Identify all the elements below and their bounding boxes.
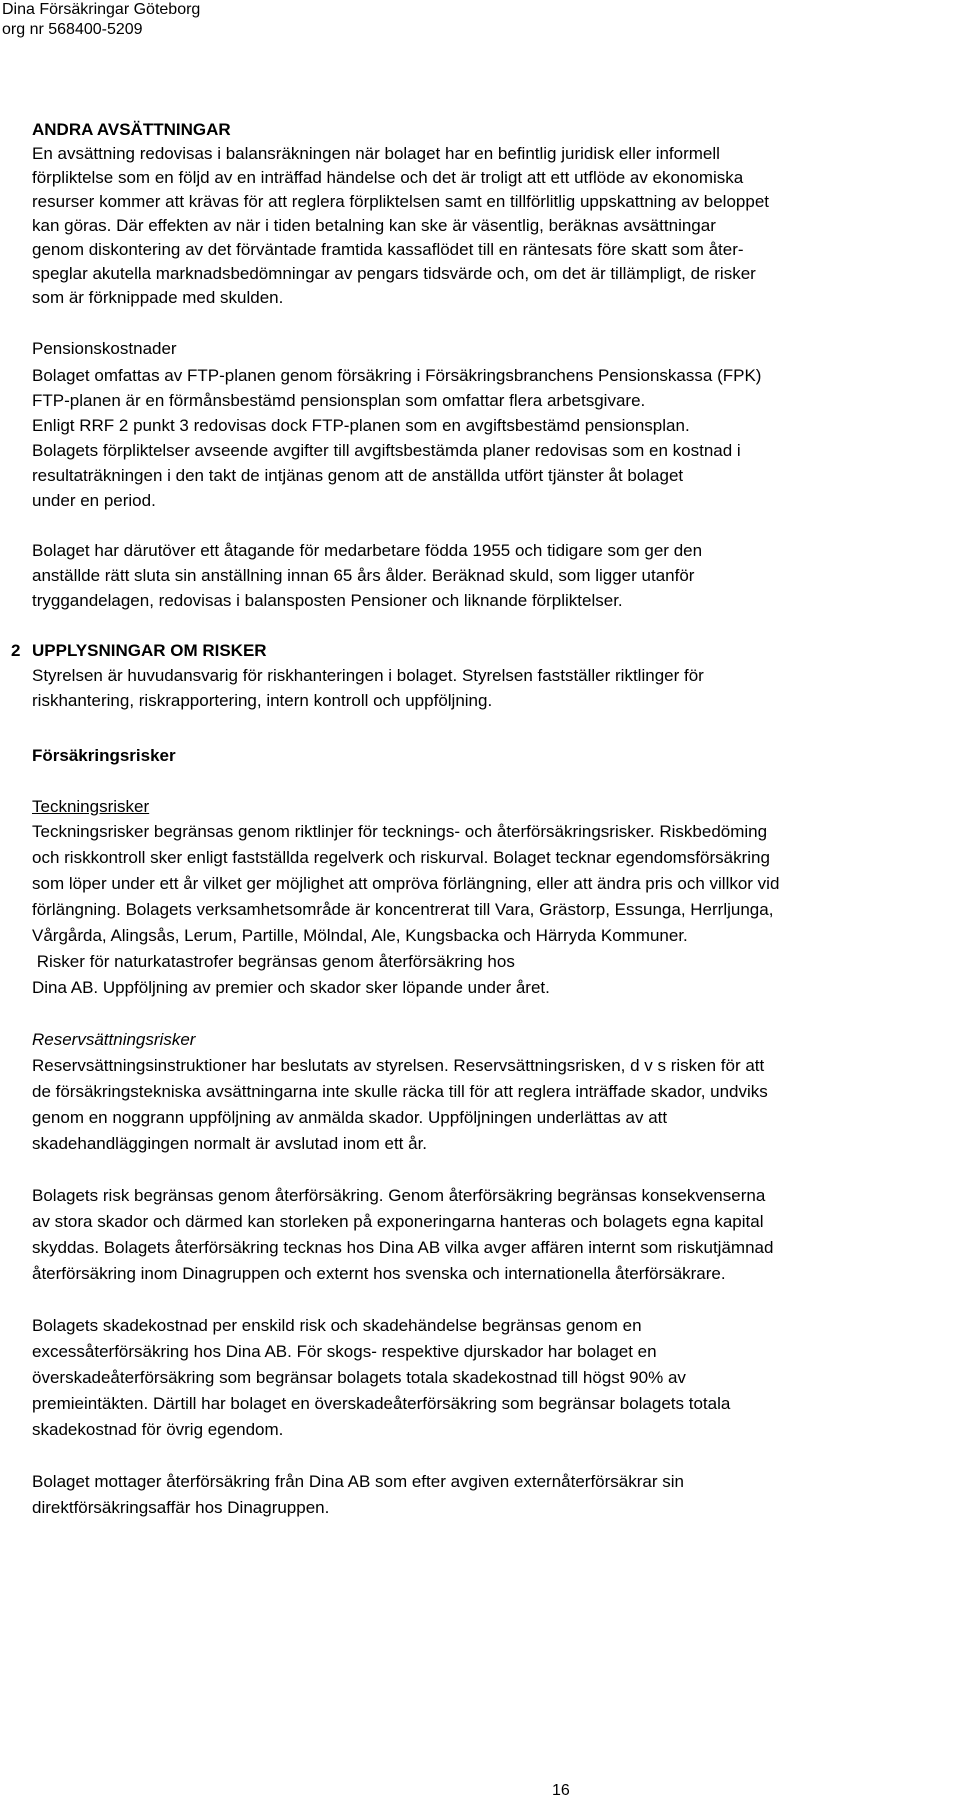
- reinsurance-line: av stora skador och därmed kan storleken på exponeringarna hanteras och bolagets egna kapital: [32, 1212, 764, 1231]
- pension-line: under en period.: [32, 491, 156, 510]
- underwriting-line: Risker för naturkatastrofer begränsas genom återförsäkring hos: [32, 952, 515, 971]
- heading-pension-costs: Pensionskostnader: [32, 339, 177, 358]
- heading-underwriting-risks: Teckningsrisker: [32, 797, 150, 816]
- pension-line: Bolagets förpliktelser avseende avgifter till avgiftsbestämda planer redovisas som en kostnad i: [32, 441, 741, 460]
- risks-line: riskhantering, riskrapportering, intern kontroll och uppföljning.: [32, 691, 493, 710]
- header-org-number: org nr 568400-5209: [2, 21, 143, 38]
- pension-line: FTP-planen är en förmånsbestämd pensionsplan som omfattar flera arbetsgivare.: [32, 391, 646, 410]
- pension-para2-line: Bolaget har därutöver ett åtagande för medarbetare födda 1955 och tidigare som ger den: [32, 541, 703, 560]
- reinsurance-line: återförsäkring inom Dinagruppen och externt hos svenska och internationella återförsäkrare.: [32, 1264, 726, 1283]
- reinsurance-line: Bolagets risk begränsas genom återförsäkring. Genom återförsäkring begränsas konsekvenserna: [32, 1186, 766, 1205]
- pension-line: Bolaget omfattas av FTP-planen genom försäkring i Försäkringsbranchens Pensionskassa (FPK): [32, 366, 762, 385]
- underwriting-line: Dina AB. Uppföljning av premier och skador sker löpande under året.: [32, 978, 550, 997]
- heading-other-provisions: ANDRA AVSÄTTNINGAR: [32, 120, 231, 139]
- underwriting-line: Teckningsrisker begränsas genom riktlinjer för tecknings- och återförsäkringsrisker. Riskbedöming: [32, 822, 768, 841]
- reserve-line: Reservsättningsinstruktioner har beslutats av styrelsen. Reservsättningsrisken, d v s risken för att: [32, 1056, 765, 1075]
- claims-cost-line: premieintäkten. Därtill har bolaget en överskadeåterförsäkring som begränsar bolagets totala: [32, 1394, 731, 1413]
- underwriting-line: Vårgårda, Alingsås, Lerum, Partille, Mölndal, Ale, Kungsbacka och Härryda Kommuner.: [32, 926, 688, 945]
- underwriting-line: som löper under ett år vilket ger möjlighet att ompröva förlängning, eller att ändra pris och villkor vid: [32, 874, 780, 893]
- claims-cost-line: skadekostnad för övrig egendom.: [32, 1420, 284, 1439]
- claims-cost-line: excessåterförsäkring hos Dina AB. För skogs- respektive djurskador har bolaget en: [32, 1342, 657, 1361]
- heading-reserve-risks: Reservsättningsrisker: [32, 1030, 196, 1049]
- provisions-line: förpliktelse som en följd av en inträffad händelse och det är troligt att ett utflöde av ekonomiska: [32, 168, 744, 187]
- heading-risk-disclosures: UPPLYSNINGAR OM RISKER: [32, 641, 267, 660]
- provisions-line: speglar akutella marknadsbedömningar av pengars tidsvärde och, om det är tillämpligt, de risker: [32, 264, 756, 283]
- claims-cost-line: Bolagets skadekostnad per enskild risk och skadehändelse begränsas genom en: [32, 1316, 642, 1335]
- underwriting-line: förlängning. Bolagets verksamhetsområde är koncentrerat till Vara, Grästorp, Essunga, Herrljunga,: [32, 900, 774, 919]
- pension-para2-line: anställde rätt sluta sin anställning innan 65 års ålder. Beräknad skuld, som ligger utanför: [32, 566, 695, 585]
- provisions-line: som är förknippade med skulden.: [32, 288, 284, 307]
- pension-line: resultaträkningen i den takt de intjänas genom att de anställda utfört tjänster åt bolaget: [32, 466, 684, 485]
- provisions-line: genom diskontering av det förväntade framtida kassaflödet till en räntesats före skatt som åter-: [32, 240, 744, 259]
- reserve-line: de försäkringstekniska avsättningarna inte skulle räcka till för att reglera inträffade skador, undviks: [32, 1082, 768, 1101]
- risks-line: Styrelsen är huvudansvarig för riskhanteringen i bolaget. Styrelsen fastställer riktlinger för: [32, 666, 704, 685]
- claims-cost-line: överskadeåterförsäkring som begränsar bolagets totala skadekostnad till högst 90% av: [32, 1368, 686, 1387]
- header-company: Dina Försäkringar Göteborg: [2, 1, 201, 18]
- pension-line: Enligt RRF 2 punkt 3 redovisas dock FTP-planen som en avgiftsbestämd pensionsplan.: [32, 416, 690, 435]
- external-reinsurance-line: Bolaget mottager återförsäkring från Dina AB som efter avgiven externåterförsäkrar sin: [32, 1472, 684, 1491]
- provisions-line: kan göras. Där effekten av när i tiden betalning kan ske är väsentlig, beräknas avsättningar: [32, 216, 716, 235]
- reserve-line: genom en noggrann uppföljning av anmälda skador. Uppföljningen underlättas av att: [32, 1108, 668, 1127]
- page-number: 16: [552, 1782, 570, 1799]
- heading-insurance-risks: Försäkringsrisker: [32, 746, 176, 765]
- external-reinsurance-line: direktförsäkringsaffär hos Dinagruppen.: [32, 1498, 330, 1517]
- provisions-line: resurser kommer att krävas för att reglera förpliktelsen samt en tillförlitlig uppskattning av beloppet: [32, 192, 769, 211]
- pension-para2-line: tryggandelagen, redovisas i balansposten Pensioner och liknande förpliktelser.: [32, 591, 623, 610]
- section-number: 2: [11, 641, 21, 660]
- reinsurance-line: skyddas. Bolagets återförsäkring tecknas hos Dina AB vilka avger affären internt som riskutjämnad: [32, 1238, 774, 1257]
- reserve-line: skadehandläggingen normalt är avslutad inom ett år.: [32, 1134, 428, 1153]
- provisions-line: En avsättning redovisas i balansräkningen när bolaget har en befintlig juridisk eller informell: [32, 144, 720, 163]
- underwriting-line: och riskkontroll sker enligt fastställda regelverk och riskurval. Bolaget tecknar egendomsförsäkring: [32, 848, 770, 867]
